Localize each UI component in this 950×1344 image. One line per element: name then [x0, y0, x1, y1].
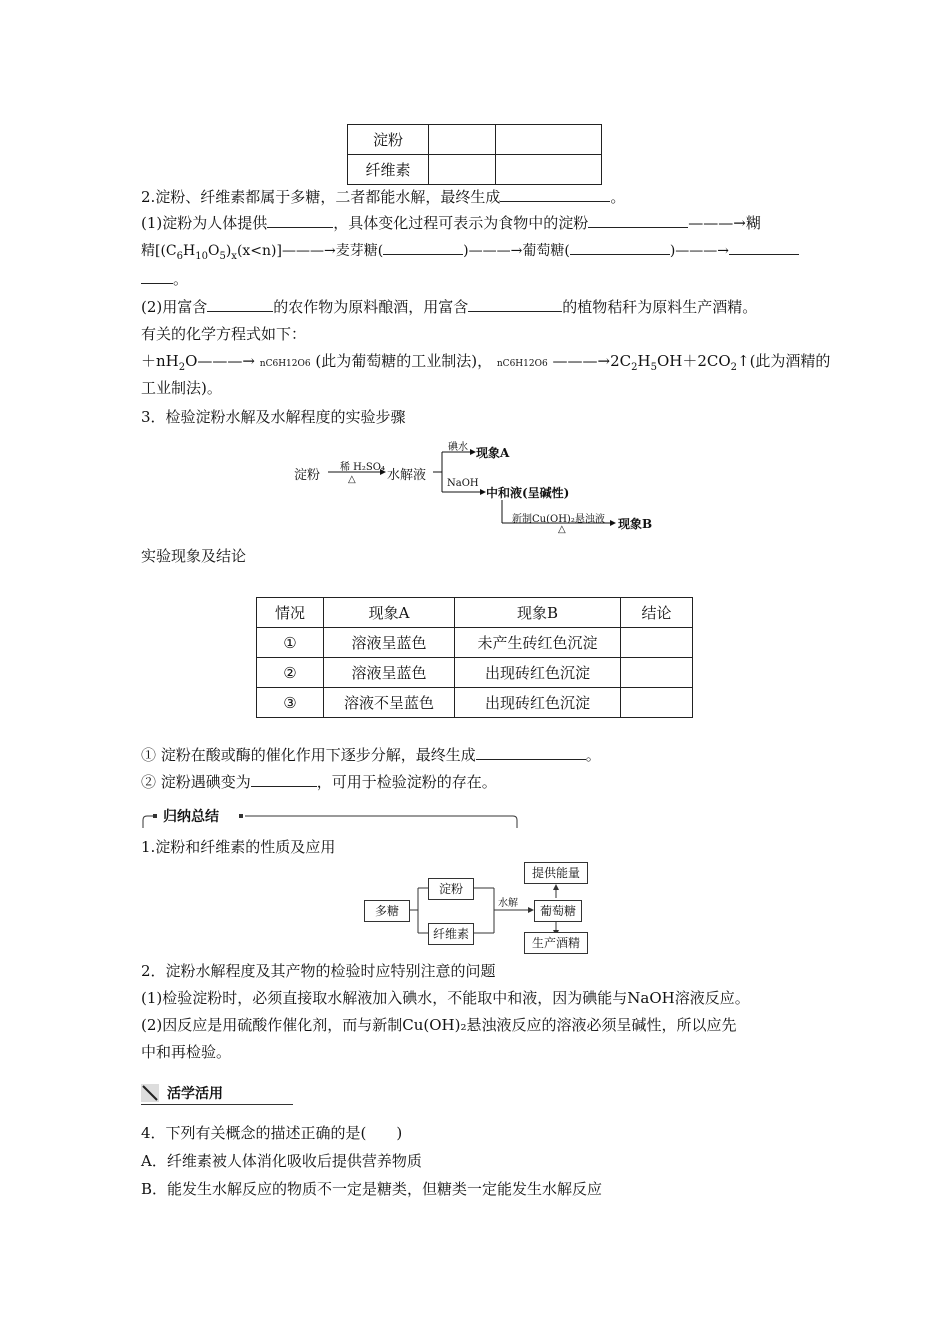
node-cellulose: 纤维素	[428, 923, 474, 945]
fill-blank	[500, 187, 610, 202]
text: O———→	[185, 352, 255, 370]
text: ② 淀粉遇碘变为	[141, 773, 251, 791]
results-label: 实验现象及结论	[141, 547, 247, 565]
table-cell	[621, 658, 693, 688]
text: )	[225, 243, 232, 259]
hydrolysis-flow-diagram	[290, 430, 680, 540]
summary-heading: 归纳总结	[163, 809, 219, 825]
summary-item: 中和再检验。	[141, 1043, 232, 1061]
paragraph-line	[141, 240, 799, 268]
fill-blank	[141, 269, 173, 284]
table-row	[257, 658, 693, 688]
results-table	[256, 597, 693, 718]
text: ，具体变化过程可表示为食物中的淀粉	[333, 214, 589, 232]
table-header: 现象B	[455, 598, 621, 628]
text: 的农作物为原料酿酒，用富含	[273, 298, 469, 316]
paragraph-line: 工业制法)。	[141, 379, 222, 397]
fill-blank	[207, 297, 273, 312]
heat-symbol: △	[348, 474, 356, 485]
text: 2.淀粉、纤维素都属于多糖，二者都能水解，最终生成	[141, 188, 501, 206]
text: ，可用于检验淀粉的存在。	[316, 773, 497, 791]
small-text: nC6H12O6	[259, 359, 311, 369]
flow-naoh: NaOH	[447, 478, 479, 489]
table-header: 情况	[257, 598, 324, 628]
heat-symbol: △	[558, 524, 566, 535]
text: ① 淀粉在酸或酶的催化作用下逐步分解，最终生成	[141, 746, 476, 764]
table-cell	[621, 688, 693, 718]
subscript: 5	[650, 362, 657, 373]
paragraph-line	[141, 186, 625, 208]
flow-phenomenon-a: 现象A	[476, 446, 510, 460]
table-cell	[429, 125, 496, 155]
table-cell: ②	[257, 658, 324, 688]
flow-cuoh-reagent: 新制Cu(OH)₂悬浊液	[512, 514, 605, 525]
summary-item: 1.淀粉和纤维素的性质及应用	[141, 838, 336, 856]
polysaccharide-diagram	[360, 866, 590, 954]
subscript: 2	[730, 362, 738, 373]
option-b: B．能发生水解反应的物质不一定是糖类，但糖类一定能发生水解反应	[141, 1180, 603, 1198]
label-hydrolysis: 水解	[498, 898, 518, 909]
node-produce-alcohol: 生产酒精	[524, 932, 588, 954]
paragraph-line: 有关的化学方程式如下：	[141, 325, 307, 343]
text: ———→2C	[552, 352, 632, 370]
text: 的植物秸秆为原料生产酒精。	[562, 298, 758, 316]
text: 精[(C	[141, 243, 177, 259]
table-cell	[429, 155, 496, 185]
paragraph-line	[141, 212, 761, 234]
node-provide-energy: 提供能量	[524, 862, 588, 884]
paragraph-line	[141, 268, 188, 290]
text: 。	[610, 188, 626, 206]
node-starch: 淀粉	[428, 878, 474, 900]
node-polysaccharide: 多糖	[364, 900, 410, 922]
slash-icon	[141, 1084, 159, 1102]
practice-heading-bar	[141, 1082, 293, 1106]
text: 。	[173, 270, 189, 288]
question-stem: 4．下列有关概念的描述正确的是( )	[141, 1124, 403, 1142]
flow-reagent: 稀 H₂SO₄	[340, 462, 385, 473]
equation-line	[141, 350, 830, 379]
option-a: A．纤维素被人体消化吸收后提供营养物质	[141, 1152, 422, 1170]
table-row	[257, 688, 693, 718]
table-cell: 溶液呈蓝色	[324, 628, 455, 658]
starch-cellulose-table	[347, 124, 602, 185]
fill-blank	[476, 745, 586, 760]
table-cell-label: 淀粉	[348, 125, 429, 155]
practice-heading-icon	[141, 1084, 159, 1102]
subscript: 10	[195, 250, 208, 262]
table-cell: 溶液不呈蓝色	[324, 688, 455, 718]
flow-phenomenon-b: 现象B	[618, 517, 653, 531]
summary-item: (1)检验淀粉时，必须直接取水解液加入碘水，不能取中和液，因为碘能与NaOH溶液反应。	[141, 989, 750, 1007]
flow-starch: 淀粉	[294, 468, 321, 483]
paragraph-line	[141, 296, 757, 318]
summary-item: 2．淀粉水解程度及其产物的检验时应特别注意的问题	[141, 962, 496, 980]
fill-blank	[383, 240, 463, 255]
table-cell	[496, 155, 602, 185]
text: ———→糊	[688, 214, 761, 232]
fill-blank	[267, 213, 333, 228]
table-cell: 溶液呈蓝色	[324, 658, 455, 688]
table-header: 现象A	[324, 598, 455, 628]
text: H	[183, 243, 196, 259]
table-cell	[621, 628, 693, 658]
subscript: 6	[176, 250, 184, 262]
text: O	[207, 243, 220, 259]
subscript: x	[231, 250, 237, 262]
text: OH＋2CO	[656, 352, 731, 370]
text: H	[637, 352, 651, 370]
table-cell-label: 纤维素	[348, 155, 429, 185]
text: )———→葡萄糖(	[463, 243, 570, 259]
text: (1)淀粉为人体提供	[141, 214, 268, 232]
small-text: nC6H12O6	[496, 359, 548, 369]
fill-blank	[729, 240, 799, 255]
flow-hydrolysate: 水解液	[387, 468, 427, 483]
node-glucose: 葡萄糖	[534, 900, 582, 922]
table-cell: ①	[257, 628, 324, 658]
fill-blank	[570, 240, 670, 255]
text: (此为葡萄糖的工业制法)，	[315, 352, 493, 370]
heading-underline	[141, 1104, 293, 1105]
flow-iodine: 碘水	[448, 442, 468, 453]
text: (2)用富含	[141, 298, 208, 316]
summary-heading-bar	[141, 808, 519, 830]
subscript: 2	[178, 362, 186, 373]
fill-blank	[468, 297, 562, 312]
table-cell: 未产生砖红色沉淀	[455, 628, 621, 658]
table-header: 结论	[621, 598, 693, 628]
text: 。	[585, 746, 601, 764]
fill-blank	[588, 213, 688, 228]
text: )———→	[669, 243, 730, 259]
practice-heading: 活学活用	[167, 1086, 223, 1102]
subscript: 2	[631, 362, 638, 373]
note-line	[141, 771, 497, 793]
text: (x<n)]———→麦芽糖(	[236, 243, 384, 259]
fill-blank	[251, 772, 317, 787]
subscript: 5	[219, 250, 226, 262]
table-cell: 出现砖红色沉淀	[455, 688, 621, 718]
table-cell: ③	[257, 688, 324, 718]
summary-item: (2)因反应是用硫酸作催化剂，而与新制Cu(OH)₂悬浊液反应的溶液必须呈碱性，所以应先	[141, 1016, 737, 1034]
table-cell	[496, 125, 602, 155]
text: ↑(此为酒精的	[737, 352, 831, 370]
table-row	[257, 628, 693, 658]
section-title: 3．检验淀粉水解及水解程度的实验步骤	[141, 408, 406, 426]
note-line	[141, 744, 601, 766]
text: ＋nH	[141, 352, 179, 370]
flow-neutral-solution: 中和液(呈碱性)	[486, 486, 570, 500]
table-cell: 出现砖红色沉淀	[455, 658, 621, 688]
